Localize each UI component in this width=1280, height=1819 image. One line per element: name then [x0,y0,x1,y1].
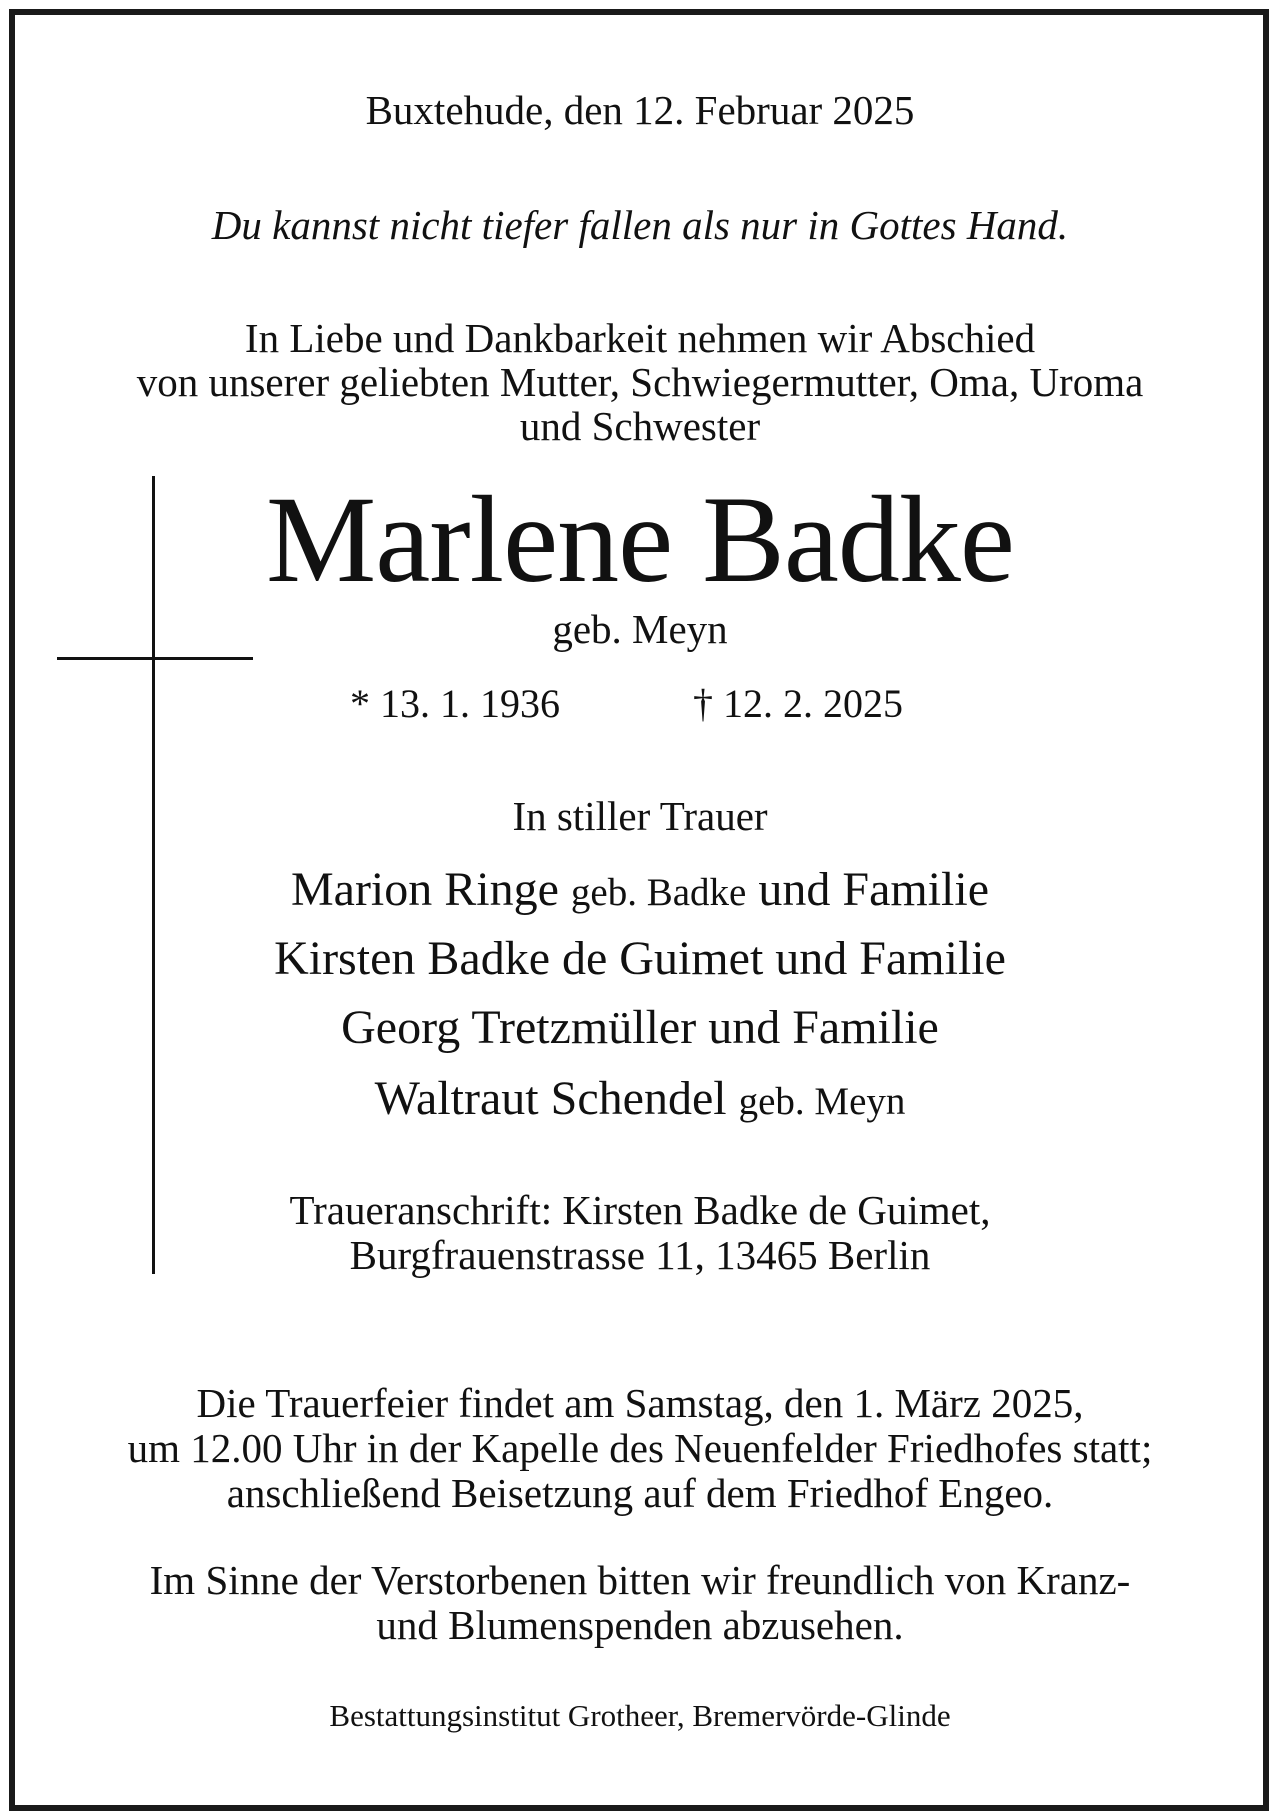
quote: Du kannst nicht tiefer fallen als nur in Gottes Hand. [211,202,1069,248]
mourner-4-name: Waltraut Schendel [374,1072,727,1125]
mourner-1-note: geb. Badke [570,871,747,914]
address-line-1: Traueranschrift: Kirsten Badke de Guimet, [289,1187,991,1233]
maiden-name: geb. Meyn [552,606,728,652]
mourner-3: Georg Tretzmüller und Familie [341,1001,939,1054]
request-line-1: Im Sinne der Verstorbenen bitten wir freundlich von Kranz- [149,1557,1131,1603]
mourner-2: Kirsten Badke de Guimet und Familie [274,932,1006,985]
place-date: Buxtehude, den 12. Februar 2025 [365,87,915,133]
cross-icon-horizontal [57,657,253,660]
ceremony-line-3: anschließend Beisetzung auf dem Friedhof Engeo. [226,1470,1054,1516]
funeral-home: Bestattungsinstitut Grotheer, Bremervörde-Glinde [329,1698,951,1733]
death-date: † 12. 2. 2025 [693,681,903,726]
ceremony-line-2: um 12.00 Uhr in der Kapelle des Neuenfelder Friedhofes statt; [127,1425,1153,1471]
mourner-4-note: geb. Meyn [738,1080,906,1123]
mourner-1 [0,863,1280,916]
ceremony-line-1: Die Trauerfeier findet am Samstag, den 1. März 2025, [196,1380,1084,1426]
mourner-1-suffix: und Familie [758,863,990,916]
deceased-name: Marlene Badke [266,471,1014,608]
intro-line-1: In Liebe und Dankbarkeit nehmen wir Abschied [244,315,1036,361]
request-line-2: und Blumenspenden abzusehen. [376,1602,904,1648]
address-line-2: Burgfrauenstrasse 11, 13465 Berlin [349,1232,931,1278]
intro-line-2: von unserer geliebten Mutter, Schwiegermutter, Oma, Uroma [136,359,1144,405]
mourner-4 [0,1072,1280,1125]
mourner-1-name: Marion Ringe [290,863,559,916]
intro-line-3: und Schwester [519,403,761,449]
mourning-heading: In stiller Trauer [512,793,768,839]
birth-date: * 13. 1. 1936 [350,681,560,726]
